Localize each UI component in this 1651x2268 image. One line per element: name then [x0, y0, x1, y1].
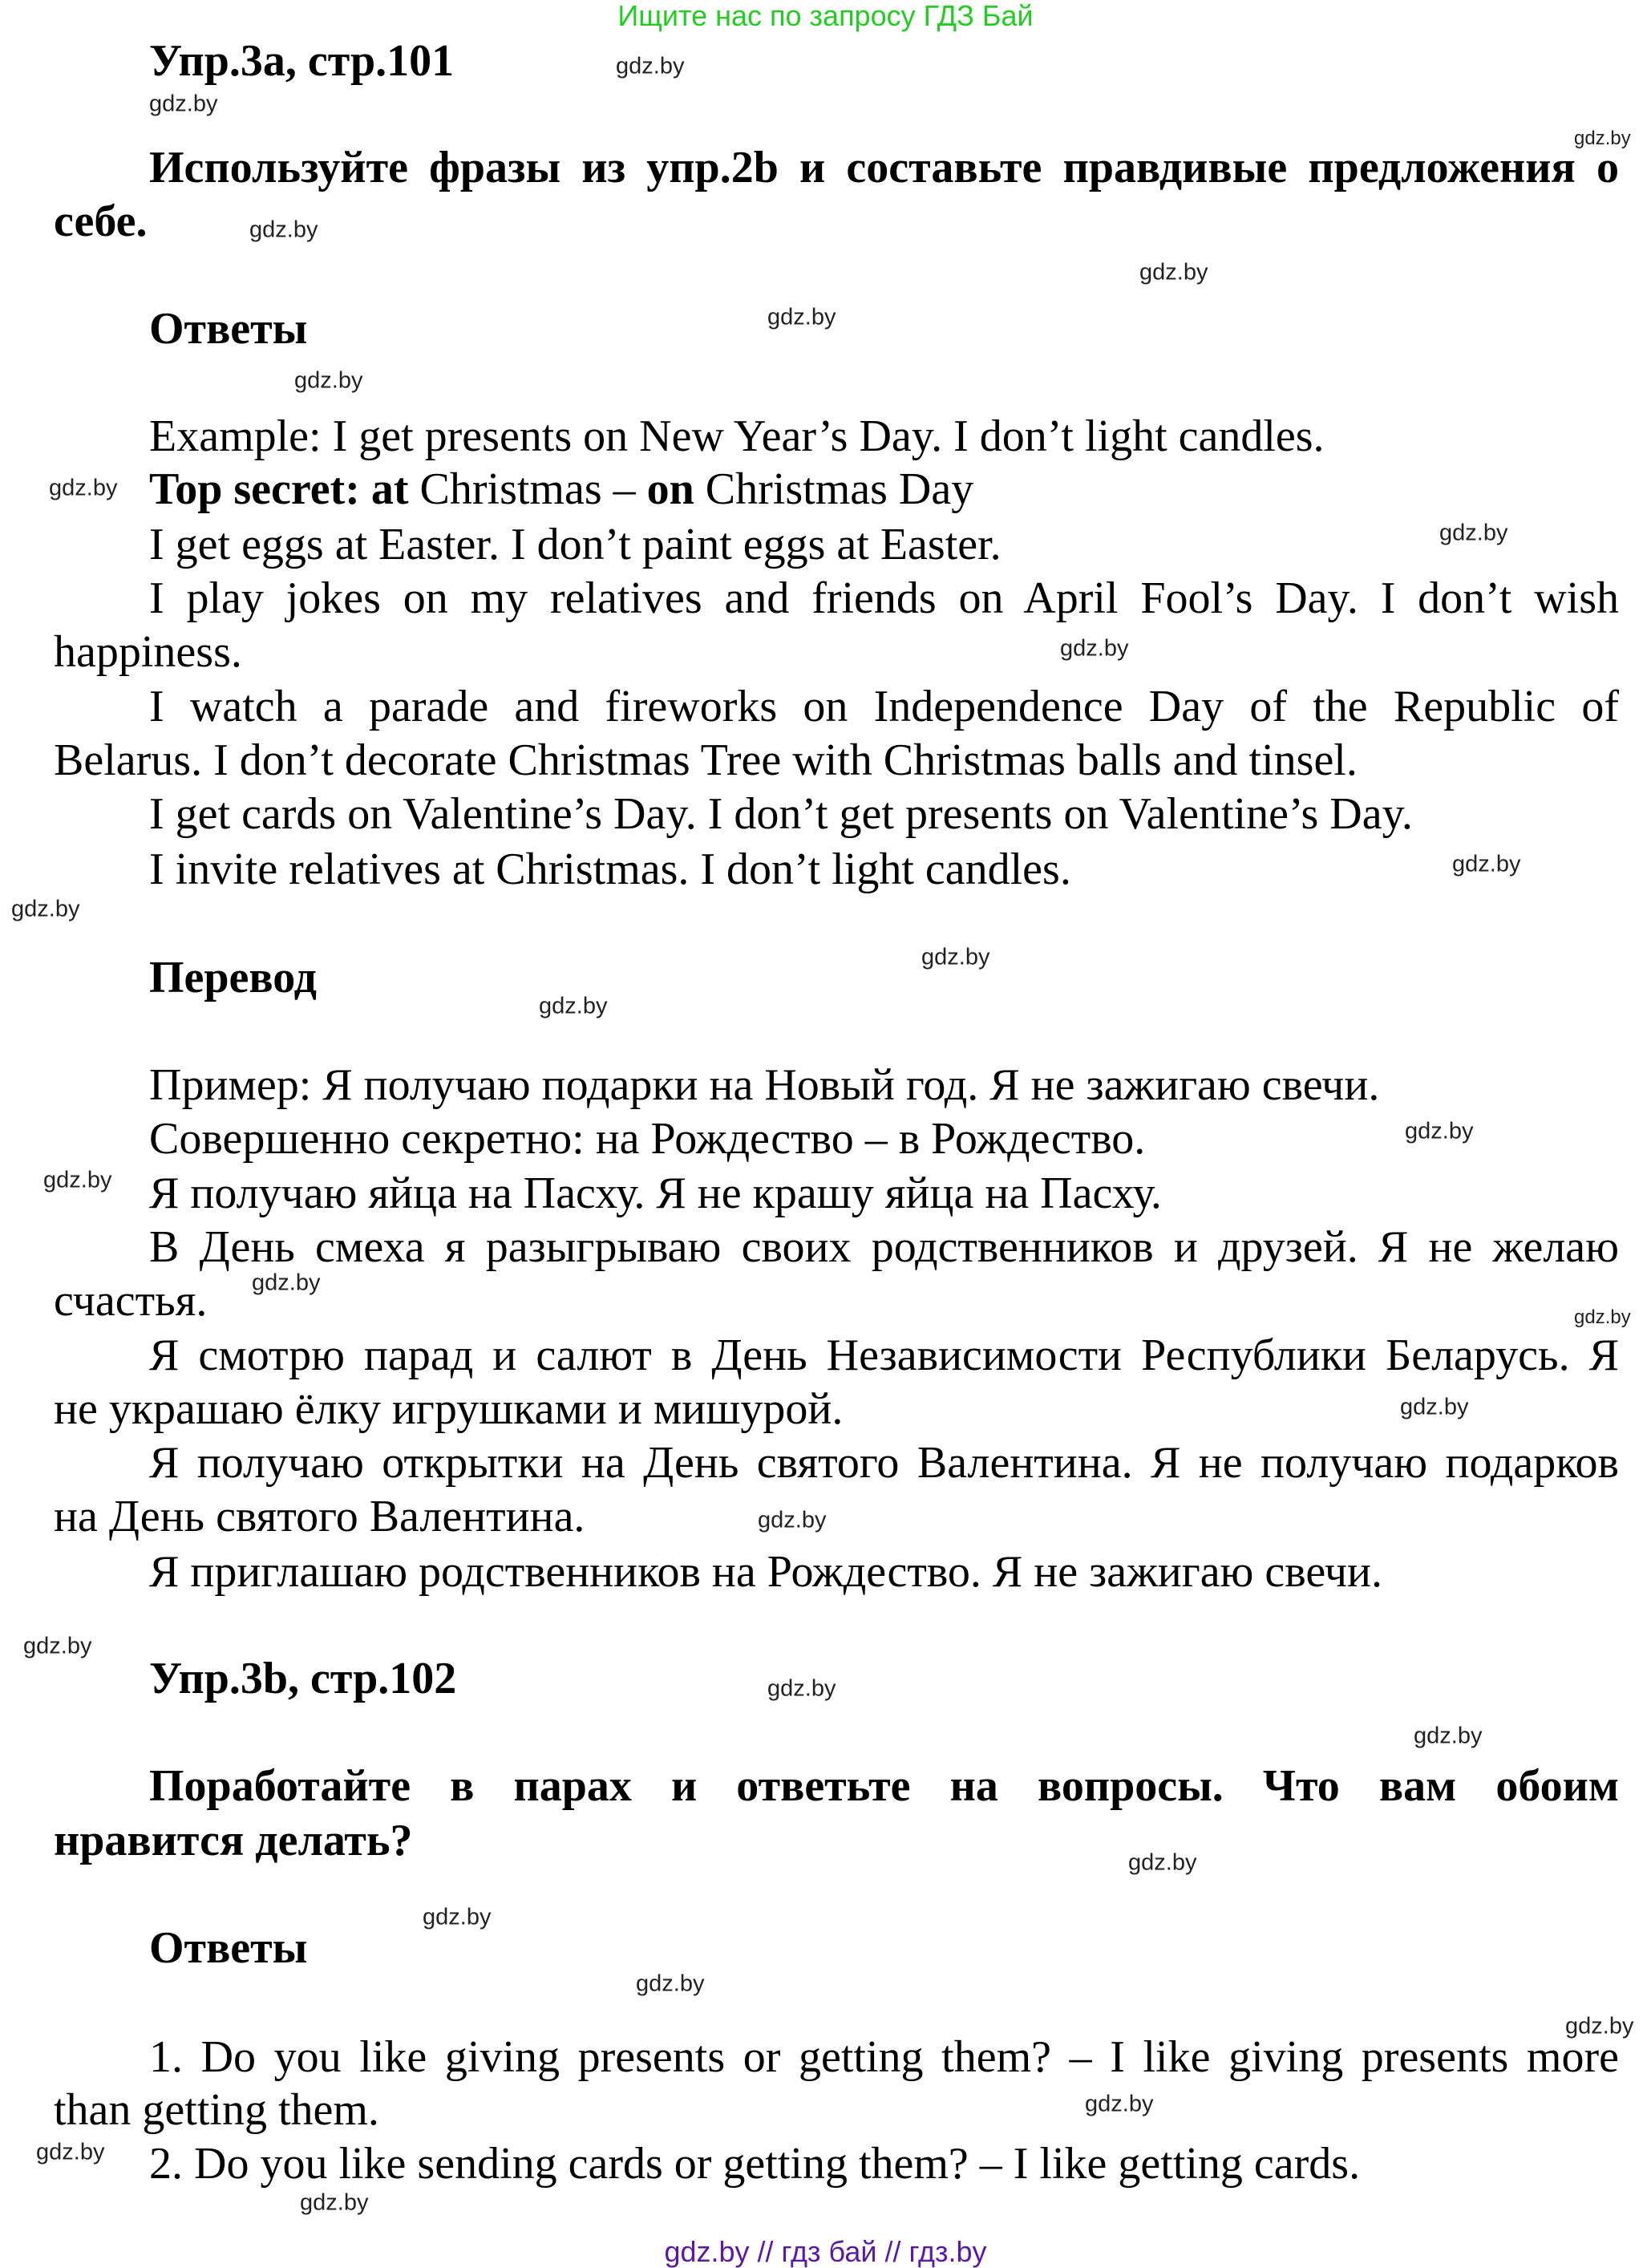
- top-secret-text: Christmas –: [408, 464, 647, 514]
- top-secret-bold: on: [646, 464, 694, 514]
- answer-line: I play jokes on my relatives and friends on April Fool’s Day. I don’t wish: [149, 573, 1619, 623]
- watermark: gdz.by: [149, 91, 218, 117]
- watermark: gdz.by: [1400, 1394, 1469, 1420]
- answer-line: 1. Do you like giving presents or getting them? – I like giving presents more: [149, 2032, 1619, 2082]
- translation-line: Я получаю яйца на Пасху. Я не крашу яйца на Пасху.: [149, 1168, 1162, 1218]
- answers-heading: Ответы: [149, 304, 308, 354]
- translation-line: Я приглашаю родственников на Рождество. Я не зажигаю свечи.: [149, 1547, 1382, 1597]
- translation-line: не украшаю ёлку игрушками и мишурой.: [54, 1384, 844, 1434]
- watermark: gdz.by: [1060, 635, 1129, 662]
- watermark: gdz.by: [758, 1507, 827, 1533]
- translation-line: Я смотрю парад и салют в День Независимости Республики Беларусь. Я: [149, 1330, 1619, 1380]
- top-secret-line: [149, 464, 973, 515]
- answer-line: than getting them.: [54, 2085, 379, 2135]
- watermark: gdz.by: [1452, 851, 1521, 877]
- watermark: gdz.by: [539, 993, 608, 1019]
- watermark: gdz.by: [1439, 520, 1508, 546]
- answer-line: Example: I get presents on New Year’s Day. I don’t light candles.: [149, 411, 1325, 461]
- watermark: gdz.by: [921, 944, 990, 970]
- watermark: gdz.by: [767, 304, 836, 330]
- translation-line: Пример: Я получаю подарки на Новый год. Я не зажигаю свечи.: [149, 1060, 1380, 1110]
- exercise-3b-task: Поработайте в парах и ответьте на вопросы. Что вам обоим: [149, 1761, 1619, 1811]
- watermark: gdz.by: [1405, 1118, 1474, 1144]
- exercise-3a-task-cont: себе.: [54, 196, 148, 246]
- translation-line: В День смеха я разыгрываю своих родственников и друзей. Я не желаю: [149, 1222, 1619, 1272]
- watermark: gdz.by: [294, 367, 363, 394]
- watermark: gdz.by: [616, 53, 685, 79]
- watermark: gdz.by: [252, 1270, 321, 1296]
- watermark: gdz.by: [36, 2139, 105, 2165]
- watermark: gdz.by: [49, 475, 118, 501]
- answer-line: I get cards on Valentine’s Day. I don’t get presents on Valentine’s Day.: [149, 789, 1413, 839]
- watermark: gdz.by: [1574, 128, 1631, 149]
- answers-heading: Ответы: [149, 1923, 308, 1973]
- watermark: gdz.by: [1574, 1306, 1631, 1328]
- watermark: gdz.by: [1128, 1849, 1197, 1876]
- translation-line: Я получаю открытки на День святого Валентина. Я не получаю подарков: [149, 1438, 1619, 1488]
- watermark: gdz.by: [43, 1167, 112, 1193]
- exercise-3b-title: Упр.3b, стр.102: [149, 1654, 457, 1703]
- watermark: gdz.by: [23, 1633, 92, 1659]
- search-banner: Ищите нас по запросу ГДЗ Бай: [617, 0, 1034, 32]
- watermark: gdz.by: [249, 217, 318, 243]
- translation-line: на День святого Валентина.: [54, 1492, 585, 1541]
- watermark: gdz.by: [11, 896, 80, 922]
- exercise-3b-task-cont: нравится делать?: [54, 1816, 413, 1865]
- watermark: gdz.by: [767, 1675, 836, 1702]
- top-secret-text: Christmas Day: [694, 464, 974, 514]
- exercise-3a-title: Упр.3а, стр.101: [149, 36, 455, 86]
- watermark: gdz.by: [1414, 1723, 1483, 1749]
- translation-line: счастья.: [54, 1276, 208, 1326]
- watermark: gdz.by: [300, 2189, 369, 2216]
- answer-line: I watch a parade and fireworks on Independence Day of the Republic of: [149, 682, 1619, 731]
- watermark: gdz.by: [1085, 2091, 1154, 2117]
- top-secret-bold: Top secret: at: [149, 464, 409, 514]
- watermark: gdz.by: [1565, 2013, 1634, 2039]
- answer-line: Belarus. I don’t decorate Christmas Tree with Christmas balls and tinsel.: [54, 735, 1358, 785]
- watermark: gdz.by: [636, 1970, 705, 1997]
- translation-heading: Перевод: [149, 953, 317, 1002]
- answer-line: 2. Do you like sending cards or getting them? – I like getting cards.: [149, 2139, 1361, 2189]
- translation-line: Совершенно секретно: на Рождество – в Рождество.: [149, 1114, 1146, 1164]
- watermark: gdz.by: [423, 1904, 492, 1930]
- watermark: gdz.by: [1139, 259, 1208, 286]
- answer-line: happiness.: [54, 627, 242, 677]
- answer-line: I invite relatives at Christmas. I don’t light candles.: [149, 844, 1071, 894]
- footer-banner: gdz.by // гдз бай // гдз.by: [664, 2235, 987, 2268]
- answer-line: I get eggs at Easter. I don’t paint eggs at Easter.: [149, 520, 1002, 569]
- exercise-3a-task: Используйте фразы из упр.2b и составьте правдивые предложения о: [149, 143, 1619, 192]
